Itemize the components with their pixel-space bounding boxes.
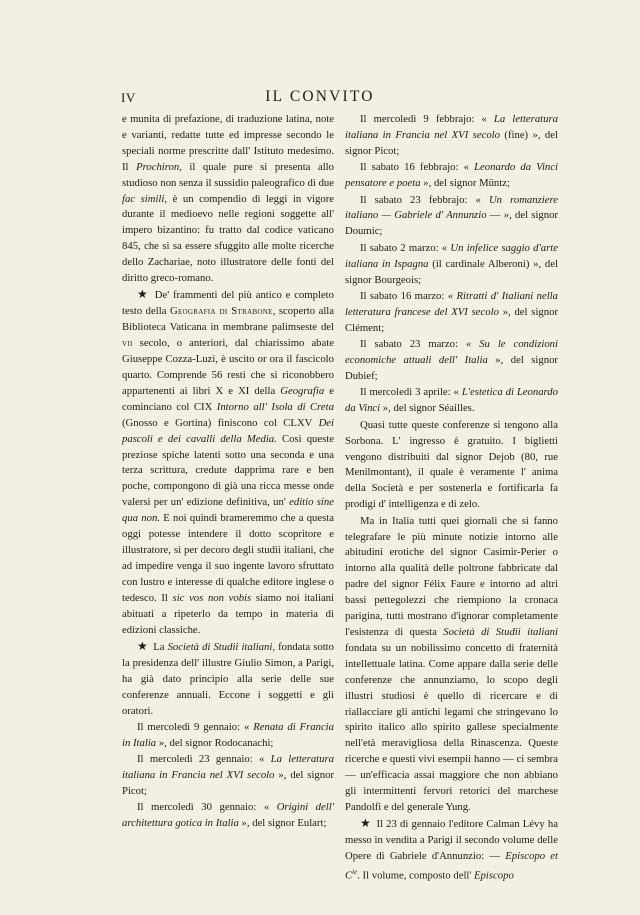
page-number: IV bbox=[121, 90, 136, 105]
star-icon: ★ bbox=[360, 816, 372, 831]
star-icon: ★ bbox=[137, 638, 149, 653]
paragraph-dannunzio: ★ Il 23 di gennaio l'editore Calman Lévy ha messo in vendita a Parigi il secondo volume delle Opere di Gabriele d'Annunzio: — Episcopo et $C^{ie}$. Il volume, composto dell' Episcopo bbox=[345, 816, 558, 882]
paragraph-giornali: Ma in Italia tutti quei giornali che si fanno telegrafare le più minute notizie intorno alle abitudini erotiche del signor Casimir-Perier o intorno alla qualità delle poltrone fabbricate dal padre del signor Félix Faure e intorno ad altri bassi pettegolezzi che riempiono la cronaca parigina, tutti mostrano d'ignorar completamente l'esistenza di questa Società di Studii italiani fondata su un nobilissimo concetto di fraternità intellettuale latina. Come appare dalla serie delle conferenze che annunziamo, lo scopo degli illustri studiosi è quello di ricercare e di riallacciare gli antichi legami che stringevano lo spirito italico allo spirito gallese specialmente nell'età meravigliosa della Rinascenza. Queste ricerche e questi vivi esempii hanno — ci sembra — un'efficacia assai maggiore che non abbiano gli intermittenti fervori retorici del marchese Pandolfi e del generale Yung. bbox=[345, 514, 558, 813]
conference-item: Il sabato 2 marzo: « Un infelice saggio d'arte italiana in Ispagna (il cardinale Alberoni) », del signor Bourgeois; bbox=[345, 241, 558, 286]
left-column bbox=[122, 112, 334, 832]
paragraph: e munita di prefazione, di traduzione latina, note e varianti, redatte tutte ed impresse secondo le speciali norme prescritte dall' Istituto medesimo. Il Prochiron, il quale pure si presenta allo studioso non senza il sussidio paleografico di due fac simili, è un compendio di leggi in vigore durante il medioevo nelle regioni soggette all' impero bizantino: fu tratto dal codice vaticano 845, che si sa essere sfuggito alle molte ricerche dello Zachariae, noto illustratore delle fonti del diritto greco-romano. bbox=[122, 113, 335, 285]
conference-item: Il sabato 23 marzo: « Su le condizioni economiche attuali dell' Italia », del signor Dubief; bbox=[345, 338, 558, 382]
conference-item: Il mercoledì 9 febbrajo: « La letteratura italiana in Francia nel XVI secolo (fine) », del signor Picot; bbox=[345, 113, 558, 157]
page-header bbox=[121, 88, 519, 110]
conference-item: Il mercoledì 30 gennaio: « Origini dell' architettura gotica in Italia », del signor Eulart; bbox=[122, 801, 334, 830]
star-icon: ★ bbox=[137, 287, 149, 302]
conference-item: Il sabato 16 marzo: « Ritratti d' Italiani nella letteratura francese del XVI secolo », del signor Clément; bbox=[345, 289, 558, 334]
running-title: IL CONVITO bbox=[265, 88, 375, 105]
paragraph-sorbona: Quasi tutte queste conferenze si tengono alla Sorbona. L' ingresso è gratuito. I biglietti vengono distribuiti dal signor Dejob (80, rue Menilmontant), il quale è veramente l' anima della Società e per sostenerla e fortificarla fa prodigi d' intelligenza e di zelo. bbox=[345, 418, 558, 511]
conference-item: Il sabato 23 febbrajo: « Un romanziere italiano — Gabriele d' Annunzio — », del signor Doumic; bbox=[345, 193, 559, 238]
conference-item: Il mercoledì 3 aprile: « L'estetica di Leonardo da Vinci », del signor Séailles. bbox=[345, 386, 558, 415]
paragraph-societa: ★ La Società di Studii italiani, fondata sotto la presidenza dell' illustre Giulio Simon, a Parigi, ha già dato principio alla serie delle sue conferenze annuali. Eccone i soggetti e gli oratori. bbox=[122, 638, 334, 717]
right-column bbox=[345, 112, 558, 885]
paragraph-strabone: ★ De' frammenti del più antico e completo testo della Geografia di Strabone, scoperto alla Biblioteca Vaticana in membrane palimseste del vii secolo, o anteriori, dal chiarissimo abate Giuseppe Cozza-Luzi, è uscito or ora il fascicolo quarto. Comprende 56 resti che si riconobbero appartenenti ai libri X e XI della Geografia e cominciano col CIX Intorno all' Isola di Creta (Gnosso e Gortina) finiscono col CLXV Dei pascoli e dei cavalli della Media. Così queste preziose spiche latenti sotto una seconda e una terza scrittura, credute dapprima rare e ben poche, compongono di già una ricca messe onde valersi per un' edizione definitiva, un' editio sine qua non. E noi quindi bramerеmmo che a questa oggi potesse intendere il dotto scopritore e illustratore, sì per decoro degli studii italiani, che ad impedire venga il suo ingente lavoro sfruttato con lustro e interesse di qualche editore inglese o tedesco. Il sic vos non vobis siamo noi italiani abituati a ripeterlo da tempo in materia di edizioni classiche. bbox=[122, 287, 335, 636]
conference-item: Il mercoledì 23 gennaio: « La letteratura italiana in Francia nel XVI secolo », del signor Picot; bbox=[122, 753, 334, 798]
conference-item: Il mercoledì 9 gennaio: « Renata di Francia in Italia », del signor Rodocanachi; bbox=[122, 720, 334, 749]
conference-item: Il sabato 16 febbrajo: « Leonardo da Vinci pensatore e poeta », del signor Müntz; bbox=[345, 161, 558, 190]
